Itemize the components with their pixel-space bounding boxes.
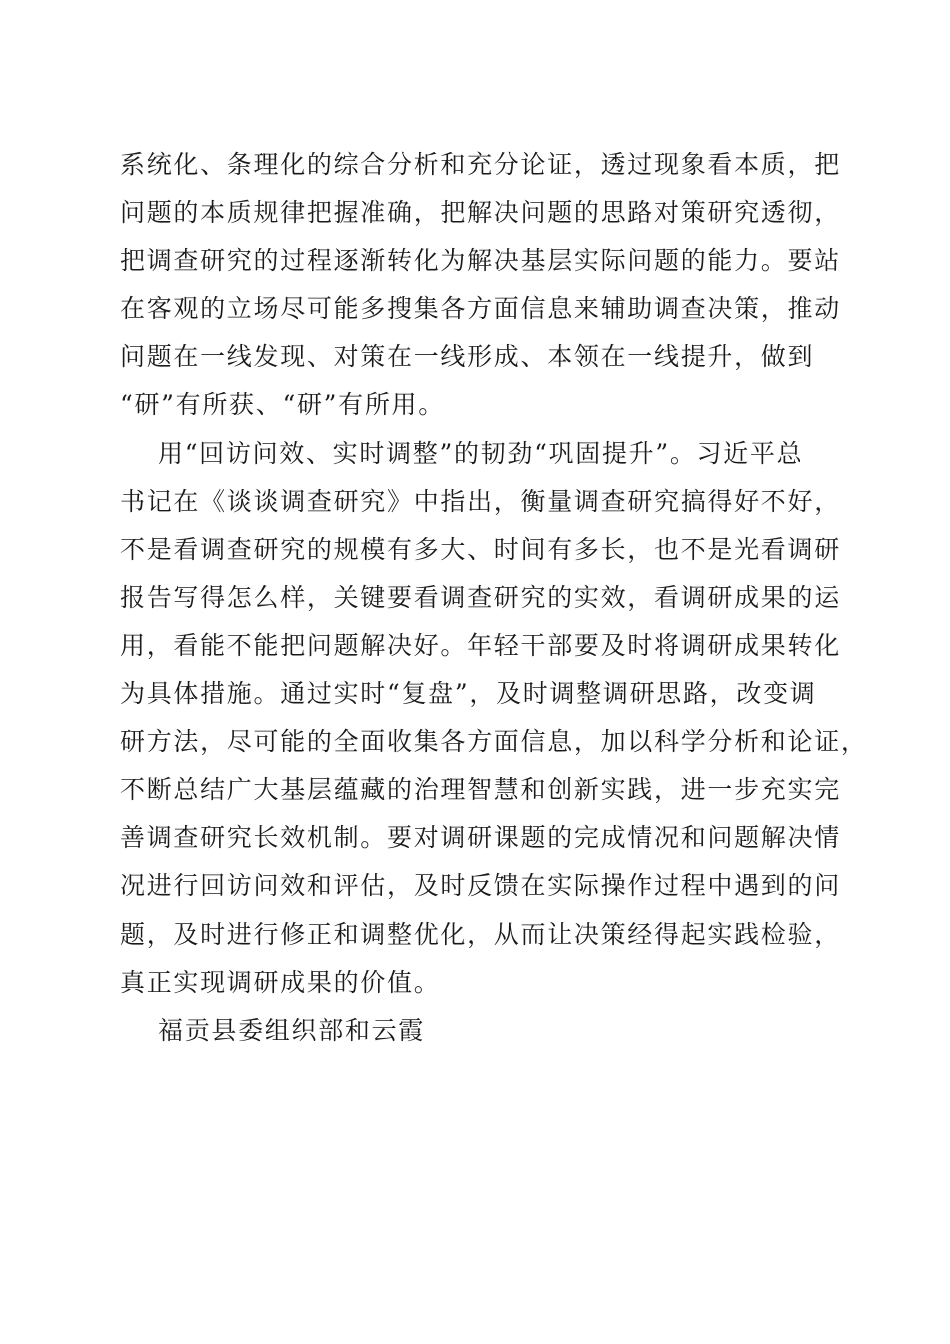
text-line: 系统化、条理化的综合分析和充分论证，透过现象看本质，把 <box>120 150 841 179</box>
paragraph-heading-line: 用“回访问效、实时调整”的韧劲“巩固提升”。习近平总 <box>158 438 804 468</box>
text-line: 书记在《谈谈调查研究》中指出，衡量调查研究搞得好不好， <box>120 486 841 516</box>
text-line: 题，及时进行修正和调整优化，从而让决策经得起实践检验， <box>120 919 841 949</box>
text-line: “研”有所获、“研”有所用。 <box>120 390 445 420</box>
text-line: 不断总结广大基层蕴藏的治理智慧和创新实践，进一步充实完 <box>120 775 841 805</box>
document-body <box>120 141 868 1055</box>
text-line: 研方法，尽可能的全面收集各方面信息，加以科学分析和论证， <box>120 727 868 757</box>
text-line: 不是看调查研究的规模有多大、时间有多长，也不是光看调研 <box>120 534 841 564</box>
text-line: 为具体措施。通过实时“复盘”，及时调整调研思路，改变调 <box>120 679 817 709</box>
text-line: 用，看能不能把问题解决好。年轻干部要及时将调研成果转化 <box>120 630 841 660</box>
text-line: 报告写得怎么样，关键要看调查研究的实效，看调研成果的运 <box>120 582 841 612</box>
author-signature: 福贡县委组织部和云霞 <box>158 1015 426 1045</box>
text-line: 真正实现调研成果的价值。 <box>120 967 441 997</box>
text-line: 问题的本质规律把握准确，把解决问题的思路对策研究透彻， <box>120 198 841 228</box>
text-line: 善调查研究长效机制。要对调研课题的完成情况和问题解决情 <box>120 823 841 853</box>
text-line: 在客观的立场尽可能多搜集各方面信息来辅助调查决策，推动 <box>120 294 841 324</box>
text-line: 把调查研究的过程逐渐转化为解决基层实际问题的能力。要站 <box>120 246 841 276</box>
text-line: 况进行回访问效和评估，及时反馈在实际操作过程中遇到的问 <box>120 871 841 901</box>
text-line: 问题在一线发现、对策在一线形成、本领在一线提升，做到 <box>120 342 815 372</box>
